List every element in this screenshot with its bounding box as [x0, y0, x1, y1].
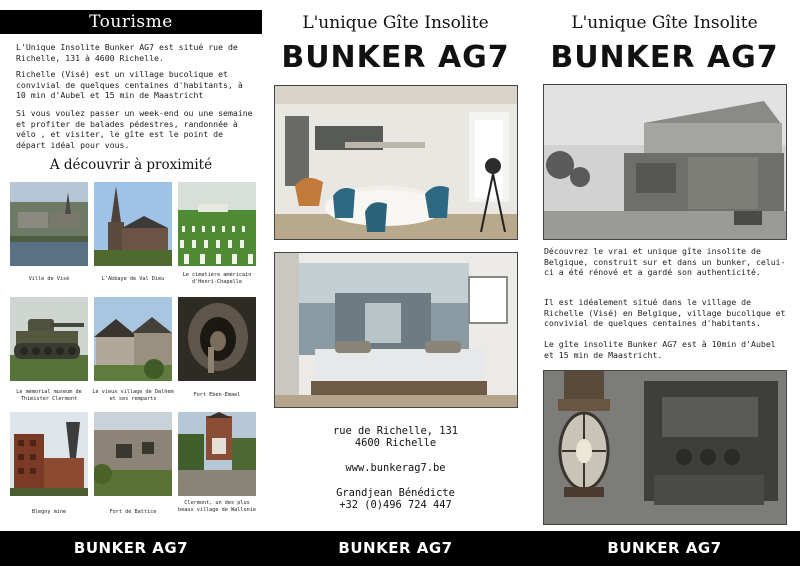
phone-number[interactable]: +32 (0)496 724 447 [339, 499, 452, 511]
nearby-heading: A découvrir à proximité [49, 157, 213, 173]
tourism-panel [0, 0, 262, 566]
tourism-heading: Tourisme [89, 12, 173, 32]
footer-brand: BUNKER AG7 [73, 539, 189, 557]
footer-brand: BUNKER AG7 [338, 539, 453, 557]
place-caption: Le mémorial museum de Thimister Clermont [16, 389, 82, 402]
living-room-photo-icon [274, 85, 518, 240]
website-link[interactable]: www.bunkerag7.be [345, 462, 446, 474]
city-photo-icon [10, 182, 88, 266]
place-caption: Le cimetière américain d'Henri-Chapelle [182, 272, 252, 285]
bedroom-photo-icon [274, 252, 518, 408]
place-caption: L'Abbaye de Val Dieu [101, 276, 165, 282]
mine-photo-icon [10, 412, 88, 496]
address-line1: rue de Richelle, 131 [332, 425, 459, 437]
tank-photo-icon [10, 297, 88, 381]
description-paragraph-2: Il est idéalement situé dans le village de Richelle (Visé) en Belgique, village bucolique et convivial de quelques centaines d'habitants. [544, 297, 786, 329]
place-caption: Blegny mine [31, 509, 67, 515]
bunker-exterior-photo-icon [543, 84, 787, 240]
place-caption: Fort Eben-Emael [193, 392, 241, 398]
description-paragraph-3: Le gîte insolite Bunker AG7 est à 10min d'Aubel et 15 min de Maastricht. [544, 339, 776, 360]
tagline: L'unique Gîte Insolite [571, 13, 758, 33]
activities-paragraph: Si vous voulez passer un week-end ou une semaine et profiter de balades pédestres, randonnée à vélo , et visiter, le gîte est le point de départ idéal pour vous. [16, 108, 253, 150]
place-caption: Clermont, un des plus beaux village de Wallonie [177, 500, 257, 513]
intro-paragraph: L'Unique Insolite Bunker AG7 est situé rue de Richelle, 131 à 4600 Richelle. [16, 42, 238, 63]
description-paragraph-1: Découvrez le vrai et unique gîte insolite de Belgique, construit sur et dans un bunker, celui-ci a été rénové et a gardé son authenticité. [544, 246, 786, 278]
contact-name: Grandjean Bénédicte [336, 487, 455, 499]
place-caption: Ville de Visé [28, 276, 70, 282]
village-photo-icon [94, 297, 172, 381]
footer-bar [0, 531, 800, 566]
brand-title: BUNKER AG7 [550, 40, 779, 75]
church-photo-icon [178, 412, 256, 496]
abbey-photo-icon [94, 182, 172, 266]
place-caption: Le vieux village de Dalhem et ses remparts [92, 389, 174, 402]
gite-contact-panel [262, 0, 529, 566]
tagline: L'unique Gîte Insolite [302, 13, 489, 33]
brand-title: BUNKER AG7 [281, 40, 510, 75]
gite-description-panel [529, 0, 800, 566]
lantern-photo-icon [543, 370, 787, 525]
fort-photo-icon [94, 412, 172, 496]
footer-brand: BUNKER AG7 [607, 539, 722, 557]
cemetery-photo-icon [178, 182, 256, 266]
place-caption: Fort de Battice [109, 509, 157, 515]
tourism-banner [0, 10, 262, 34]
address-line2: 4600 Richelle [354, 437, 437, 449]
fort-tunnel-photo-icon [178, 297, 256, 381]
village-paragraph: Richelle (Visé) est un village bucolique et convivial de quelques centaines d'habitants, à 10 min d'Aubel et 15 min de Maastricht [16, 69, 243, 101]
